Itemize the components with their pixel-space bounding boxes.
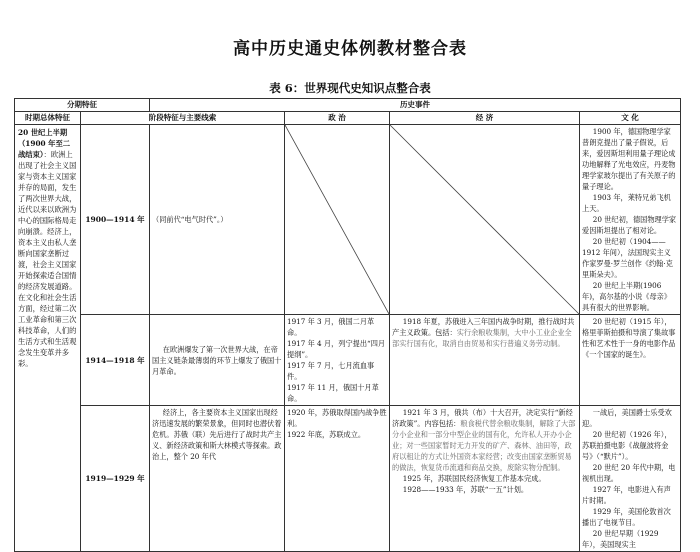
- header-group-events: 历史事件: [150, 99, 681, 112]
- politics-entry: 1917 年 4 月，列宁提出“四月提纲”。: [287, 339, 386, 359]
- header-culture: 文 化: [580, 112, 681, 125]
- stage-cell: [150, 125, 285, 315]
- culture-cell: [580, 315, 681, 406]
- header-group-row: [15, 99, 681, 112]
- header-column-row: [15, 112, 681, 125]
- header-stage: 阶段特征与主要线索: [81, 112, 285, 125]
- economy-entry: 1925 年，苏联国民经济恢复工作基本完成。: [402, 474, 546, 483]
- stage-cell: [150, 315, 285, 406]
- politics-entry: 1917 年 11 月，俄国十月革命。: [287, 383, 379, 403]
- table-row: [15, 315, 681, 406]
- culture-entry: 20 世纪初（1915 年），格里菲斯拍摄和导演了集故事性和艺术性于一身的电影作品《一个国家的诞生》。: [582, 317, 676, 359]
- stage-text: 经济上，各主要资本主义国家出现经济迅速发展的繁荣景象，但同时也潜伏着危机。苏俄（联）先后进行了战时共产主义、新经济政策和斯大林模式等探索。政治上，整个 20 年代: [152, 408, 282, 461]
- politics-entry: 1922 年底，苏联成立。: [287, 430, 366, 439]
- politics-cell: [285, 315, 390, 406]
- politics-cell: [285, 406, 390, 552]
- economy-main: 1921 年 3 月，俄共（布）十大召开，决定实行“新经济政策”。内容包括：: [392, 408, 573, 428]
- stage-cell: [150, 406, 285, 552]
- culture-entry: 20 世纪上半期(1906 年)，高尔基的小说《母亲》具有很大的世界影响。: [582, 281, 672, 312]
- culture-entry: 1927 年，电影进入有声片时期。: [582, 485, 671, 505]
- culture-entry: 20 世纪初（1904——1912 年间），法国现实主义作家罗曼·罗兰创作《约翰·克里斯朵夫》。: [582, 237, 673, 279]
- overall-body: ：欧洲上出现了社会主义国家与资本主义国家并存的局面，发生了两次世界大战，近代以来以欧洲为中心的国际格局走向崩溃。经济上，资本主义由私人垄断向国家垄断过渡，社会主义国家开始探索适合国情的经济发展道路。在文化和社会生活方面，经过第二次工业革命和第三次科技革命，人们的生活方式和生活观念发生变革并多彩。: [18, 150, 77, 368]
- culture-entry: 1900 年，德国物理学家普朗克提出了量子假说，后来，爱因斯坦利用量子理论成功地解释了光电效应，丹麦物理学家玻尔提出了有关原子的量子理论。: [582, 127, 676, 191]
- culture-entry: 1929 年，美国伦敦首次播出了电视节目。: [582, 507, 671, 527]
- stage-text: （同前代“电气时代”。）: [152, 215, 228, 224]
- header-overall: 时期总体特征: [15, 112, 81, 125]
- culture-entry: 20 世纪 20 年代中期，电视机出现。: [582, 463, 676, 483]
- period-cell: 1914—1918 年: [81, 315, 150, 406]
- header-group-period: 分期特征: [15, 99, 150, 112]
- economy-cell: [390, 406, 580, 552]
- economy-detail: 粮食税代替余粮收集制，解除了大部分小企业和一部分中型企业的国有化，允许私人开办小企业；对一些国家暂时无力开发的矿产、森林、油田等，政府以租让的方式让外国资本家经营；改变由国家垄断贸易的做法，恢复货币流通和商品交换，废除实物分配制。: [392, 419, 576, 472]
- knowledge-table: [14, 98, 681, 552]
- header-economy: 经 济: [390, 112, 580, 125]
- diagonal-slash: [390, 125, 579, 314]
- period-cell: 1900—1914 年: [81, 125, 150, 315]
- politics-entry: 1920 年，苏俄取得国内战争胜利。: [287, 408, 387, 428]
- overall-feature-cell: [15, 125, 81, 552]
- economy-cell: [390, 315, 580, 406]
- table-row: [15, 406, 681, 552]
- culture-cell: [580, 406, 681, 552]
- overall-heading: 20 世纪上半期（1900 年至二战结束）: [18, 128, 71, 159]
- document-title: 高中历史通史体例教材整合表: [233, 39, 467, 59]
- economy-detail: 实行余粮收集制，大中小工业企业全部实行国有化，取消自由贸易和实行普遍义务劳动制。: [392, 328, 572, 348]
- stage-text: 在欧洲爆发了第一次世界大战，在帝国主义链条最薄弱的环节上爆发了俄国十月革命。: [152, 344, 282, 376]
- culture-entry: 20 世纪初（1926 年），苏联拍摄电影《战舰波将金号》（“默片”）。: [582, 430, 672, 461]
- culture-entry: 一战后，美国爵士乐受欢迎。: [582, 408, 672, 428]
- economy-main: 1918 年夏，苏俄进入三年国内战争时期，推行战时共产主义政策。包括：: [392, 317, 575, 337]
- diagonal-slash: [285, 125, 389, 314]
- culture-entry: 20 世纪早期（1929 年），美国现实主: [582, 529, 659, 549]
- politics-cell-empty: [285, 125, 390, 315]
- economy-cell-empty: [390, 125, 580, 315]
- culture-cell: [580, 125, 681, 315]
- culture-entry: 20 世纪初，德国物理学家爱因斯坦提出了相对论。: [582, 215, 677, 235]
- culture-entry: 1903 年，莱特兄弟飞机上天。: [582, 193, 671, 213]
- politics-entry: 1917 年 3 月，俄国二月革命。: [287, 317, 375, 337]
- knowledge-table-container: [14, 98, 680, 549]
- period-cell: 1919—1929 年: [81, 406, 150, 552]
- header-politics: 政 治: [285, 112, 390, 125]
- economy-entry: 1928——1933 年，苏联“一五”计划。: [402, 485, 529, 494]
- table-caption: 表 6：世界现代史知识点整合表: [269, 81, 431, 95]
- table-row: [15, 125, 681, 315]
- politics-entry: 1917 年 7 月，七月流血事件。: [287, 361, 375, 381]
